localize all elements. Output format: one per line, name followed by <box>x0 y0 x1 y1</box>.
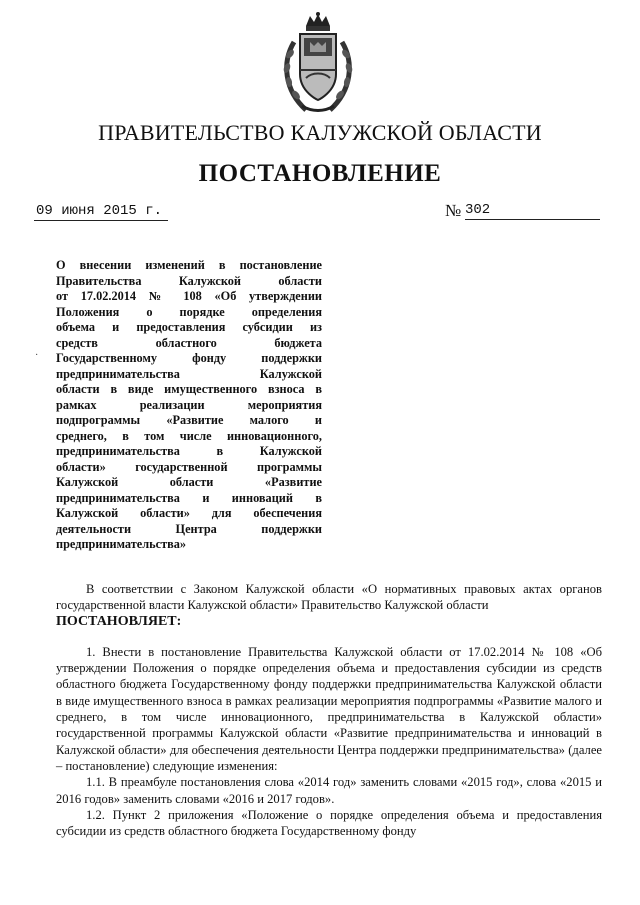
number-value: 302 <box>465 202 491 218</box>
item-1-1-paragraph: 1.1. В преамбуле постановления слова «2014 год» заменить словами «2015 год», слова «2015 и 2016 годов» заменить словами «2016 и 2017 годов». <box>56 775 602 806</box>
number-sign: № <box>445 201 462 220</box>
subject-line: Государственному фонду поддержки <box>56 351 322 365</box>
subject-line: среднего, в том числе инновационного, <box>56 428 322 443</box>
subject-line: объема и предоставления субсидии из <box>56 320 322 334</box>
coat-of-arms-icon <box>276 12 360 116</box>
subject-line: Калужской области «Развитие <box>56 475 322 489</box>
subject-line: подпрограммы «Развитие малого и <box>56 413 322 427</box>
item-1-paragraph: 1. Внести в постановление Правительства Калужской области от 17.02.2014 № 108 «Об утверждении Положения о порядке определения объема и предоставления субсидии из средств областного бюджета Государственному фонду поддержки предпринимательства Калужской области в виде имущественного взноса в рамках реализации мероприятия подпрограммы «Развитие малого и среднего, в том числе инновационного, предпринимательства в Калужской области» государственной программы Калужской области «Развитие предпринимательства и инноваций в Калужской области» для обеспечения деятельности Центра поддержки предпринимательства» (далее – постановление) следующие изменения: <box>56 644 602 773</box>
subject-line: области» государственной программы <box>56 459 322 474</box>
paragraph-gap <box>56 630 602 644</box>
date-underline <box>34 220 168 221</box>
subject-line: Правительства Калужской области <box>56 273 322 288</box>
subject-line: средств областного бюджета <box>56 335 322 350</box>
government-title: ПРАВИТЕЛЬСТВО КАЛУЖСКОЙ ОБЛАСТИ <box>98 120 542 145</box>
subject-line: области в виде имущественного взноса в <box>56 382 322 396</box>
subject-line: Положения о порядке определения <box>56 304 322 319</box>
subject-line: Калужской области» для обеспечения <box>56 506 322 520</box>
subject-line: рамках реализации мероприятия <box>56 397 322 412</box>
document-type-heading: ПОСТАНОВЛЕНИЕ <box>198 160 442 187</box>
resolves-word: ПОСТАНОВЛЯЕТ: <box>56 613 182 629</box>
date-value: 09 июня 2015 г. <box>36 203 163 219</box>
subject-line: предпринимательства» <box>56 537 187 551</box>
subject-line: предпринимательства в Калужской <box>56 444 322 458</box>
preamble-paragraph: В соответствии с Законом Калужской области «О нормативных правовых актах органов государственной власти Калужской области» Правительство Калужской области <box>56 582 602 613</box>
subject-line: деятельности Центра поддержки <box>56 521 322 536</box>
subject-line: предпринимательства Калужской <box>56 366 322 381</box>
document-subject <box>56 258 322 553</box>
document-body <box>56 581 602 839</box>
item-1-2-paragraph: 1.2. Пункт 2 приложения «Положение о порядке определения объема и предоставления субсидии из средств областного бюджета Государственному фонду <box>56 807 602 839</box>
subject-line: предпринимательства и инноваций в <box>56 490 322 505</box>
subject-line: О внесении изменений в постановление <box>56 258 322 272</box>
number-underline <box>465 219 600 220</box>
margin-mark: · <box>35 350 39 361</box>
subject-line: от 17.02.2014 № 108 «Об утверждении <box>56 289 322 303</box>
document-date <box>34 203 168 221</box>
